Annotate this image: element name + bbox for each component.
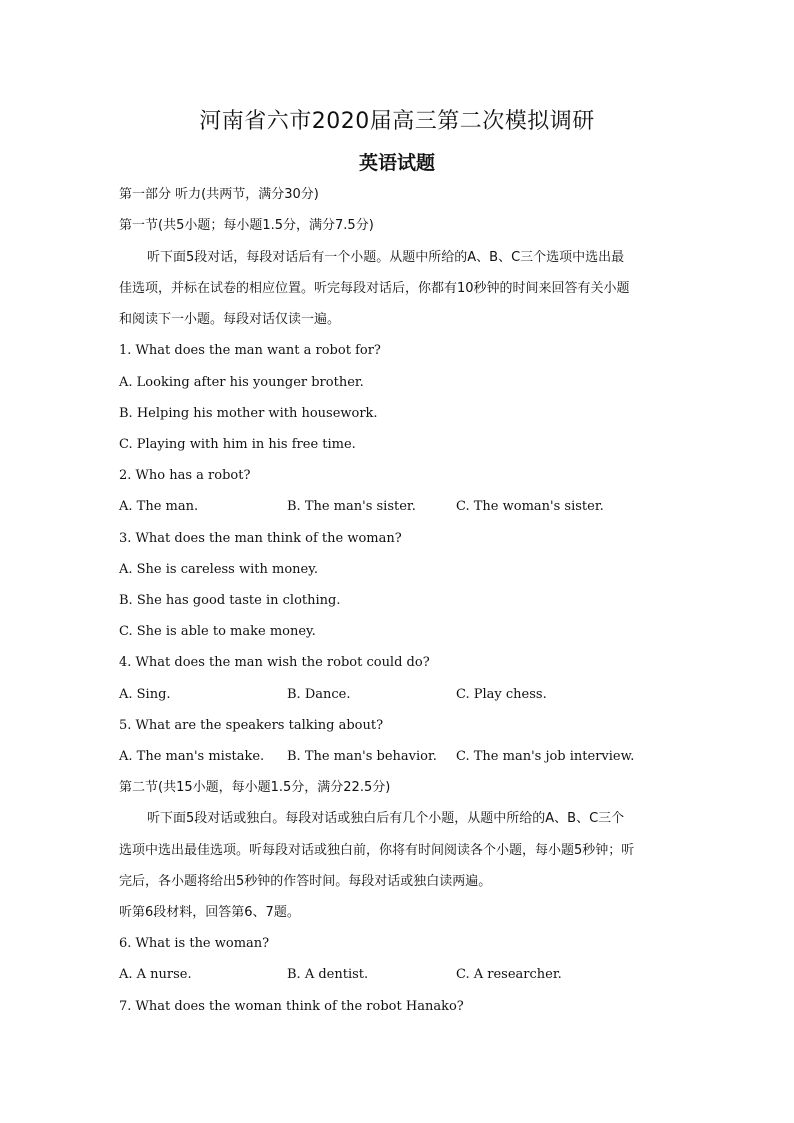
instruction-line: 选项中选出最佳选项。听每段对话或独白前，你将有时间阅读各个小题，每小题5秒钟；听 — [119, 843, 635, 858]
answer-option: C. A researcher. — [456, 967, 562, 982]
exam-title: 河南省六市2020届高三第二次模拟调研 — [199, 109, 595, 134]
material-heading: 听第6段材料，回答第6、7题。 — [119, 905, 300, 920]
instruction-line: 完后，各小题将给出5秒钟的作答时间。每段对话或独白读两遍。 — [119, 874, 492, 889]
answer-option: A. She is careless with money. — [119, 562, 318, 577]
answer-option: C. The woman's sister. — [456, 499, 604, 514]
answer-option: B. Dance. — [287, 687, 351, 702]
answer-option: A. The man. — [119, 499, 199, 514]
part-heading: 第一部分 听力(共两节，满分30分) — [119, 187, 319, 202]
question-stem: 3. What does the man think of the woman? — [119, 531, 402, 546]
question-stem: 5. What are the speakers talking about? — [119, 718, 384, 733]
answer-option: A. Looking after his younger brother. — [119, 375, 364, 390]
exam-subtitle: 英语试题 — [358, 152, 435, 174]
answer-option: C. The man's job interview. — [456, 749, 635, 764]
question-stem: 2. Who has a robot? — [119, 468, 251, 483]
instruction-line: 听下面5段对话，每段对话后有一个小题。从题中所给的A、B、C三个选项中选出最 — [147, 250, 625, 265]
answer-option: A. A nurse. — [119, 967, 192, 982]
answer-option: A. Sing. — [119, 687, 171, 702]
answer-option: C. Play chess. — [456, 687, 547, 702]
question-stem: 7. What does the woman think of the robot Hanako? — [119, 999, 464, 1014]
section-heading: 第一节(共5小题；每小题1.5分，满分7.5分) — [119, 218, 374, 233]
answer-option: A. The man's mistake. — [119, 749, 265, 764]
instruction-line: 听下面5段对话或独白。每段对话或独白后有几个小题，从题中所给的A、B、C三个 — [147, 811, 625, 826]
answer-option: B. The man's sister. — [287, 499, 416, 514]
answer-option: B. She has good taste in clothing. — [119, 593, 341, 608]
answer-option: B. Helping his mother with housework. — [119, 406, 378, 421]
instruction-line: 佳选项，并标在试卷的相应位置。听完每段对话后，你都有10秒钟的时间来回答有关小题 — [119, 281, 630, 296]
answer-option: B. The man's behavior. — [287, 749, 437, 764]
answer-option: C. Playing with him in his free time. — [119, 437, 356, 452]
answer-option: C. She is able to make money. — [119, 624, 316, 639]
question-stem: 6. What is the woman? — [119, 936, 270, 951]
section-heading: 第二节(共15小题，每小题1.5分，满分22.5分) — [119, 780, 391, 795]
instruction-line: 和阅读下一小题。每段对话仅读一遍。 — [119, 312, 341, 327]
question-stem: 1. What does the man want a robot for? — [119, 343, 381, 358]
question-stem: 4. What does the man wish the robot could do? — [119, 655, 430, 670]
answer-option: B. A dentist. — [287, 967, 369, 982]
